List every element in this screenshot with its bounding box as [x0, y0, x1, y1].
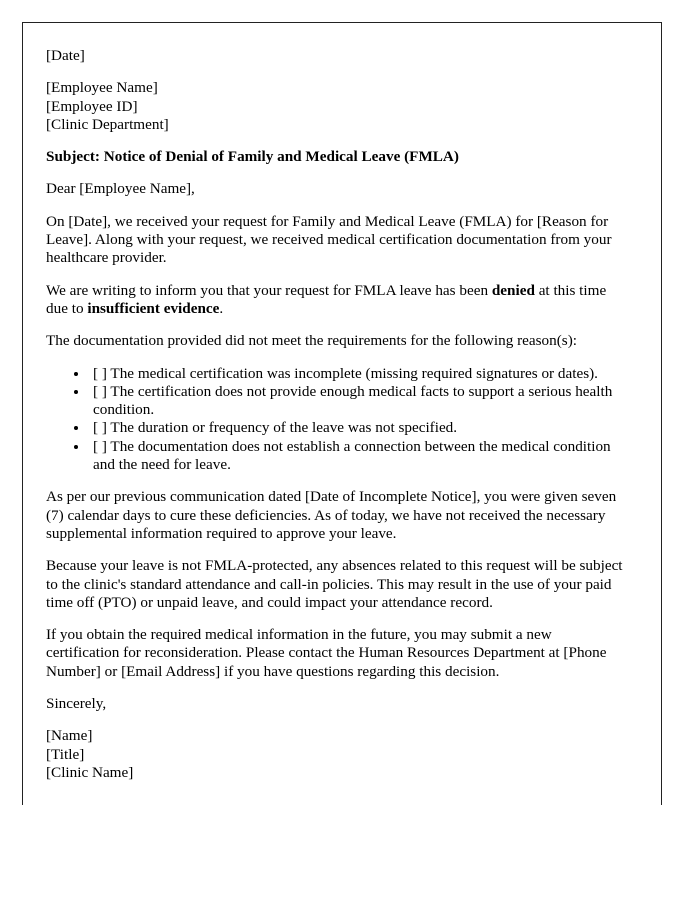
signature-block: [46, 727, 624, 782]
denial-text-part-3: .: [219, 299, 224, 317]
signer-name: [Name]: [46, 727, 93, 745]
list-item: • [ ] The medical certification was incomplete (missing required signatures or dates).: [89, 365, 624, 383]
denial-reasons-list: [46, 365, 624, 475]
recipient-address-block: [46, 79, 624, 134]
recipient-employee-id: [Employee ID]: [46, 97, 138, 115]
paragraph-denial-notice: [46, 282, 624, 319]
recipient-name: [Employee Name]: [46, 79, 158, 97]
list-item: • [ ] The certification does not provide enough medical facts to support a serious health condition.: [89, 383, 624, 420]
denial-text-part-1: We are writing to inform you that your request for FMLA leave has been: [46, 281, 492, 299]
denial-text-part-2: at this time due to: [46, 281, 607, 317]
signer-clinic-name: [Clinic Name]: [46, 763, 134, 781]
insufficient-evidence-emphasis: insufficient evidence: [87, 299, 220, 317]
list-item: • [ ] The documentation does not establish a connection between the medical condition and the need for leave.: [89, 438, 624, 475]
subject-line: Subject: Notice of Denial of Family and Medical Leave (FMLA): [46, 148, 459, 166]
recipient-department: [Clinic Department]: [46, 115, 169, 133]
reasons-intro: The documentation provided did not meet the requirements for the following reason(s):: [46, 332, 577, 350]
paragraph-request-received: On [Date], we received your request for Family and Medical Leave (FMLA) for [Reason for Leave]. Along with your request, we received medical certification documentation from your healthcare provider.: [46, 212, 612, 267]
list-item: • [ ] The duration or frequency of the leave was not specified.: [89, 419, 624, 437]
paragraph-reconsideration: If you obtain the required medical information in the future, you may submit a new certification for reconsideration. Please contact the Human Resources Department at [Phone Number] or [Email Address] if you have questions regarding this decision.: [46, 626, 607, 680]
signer-title: [Title]: [46, 745, 85, 763]
denied-emphasis: denied: [491, 281, 535, 299]
paragraph-previous-communication: As per our previous communication dated [Date of Incomplete Notice], you were given seven (7) calendar days to cure these deficiencies. As of today, we have not received the necessary supplemental information required to approve your leave.: [46, 488, 617, 542]
paragraph-attendance-policy: Because your leave is not FMLA-protected, any absences related to this request will be subject to the clinic's standard attendance and call-in policies. This may result in the use of your paid time off (PTO) or unpaid leave, and could impact your attendance record.: [46, 557, 623, 611]
salutation: Dear [Employee Name],: [46, 180, 195, 198]
letter-body: [46, 47, 624, 782]
closing-salutation: Sincerely,: [46, 695, 107, 713]
document-page: [22, 22, 662, 805]
date-line: [Date]: [46, 47, 85, 64]
